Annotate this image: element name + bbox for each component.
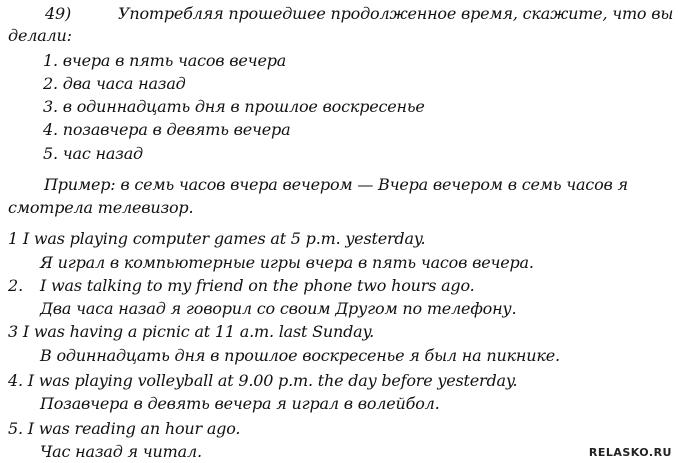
answer-english: 3 I was having a picnic at 11 a.m. last Sunday. bbox=[8, 322, 375, 341]
answer-russian: Я играл в компьютерные игры вчера в пять часов вечера. bbox=[40, 253, 534, 272]
list-item: 3. в одиннадцать дня в прошлое воскресенье bbox=[43, 97, 425, 116]
answer-russian: Два часа назад я говорил со своим Другом по телефону. bbox=[40, 299, 517, 318]
list-item: 4. позавчера в девять вечера bbox=[43, 120, 291, 139]
answer-english: 1 I was playing computer games at 5 p.m. yesterday. bbox=[8, 229, 426, 248]
list-item: 5. час назад bbox=[43, 144, 143, 163]
answer-russian: Позавчера в девять вечера я играл в волейбол. bbox=[40, 394, 440, 413]
list-item: 2. два часа назад bbox=[43, 74, 186, 93]
example-line-continued: смотрела телевизор. bbox=[8, 198, 194, 217]
task-instruction: Употребляя прошедшее продолженное время, скажите, что вы bbox=[118, 4, 674, 23]
answer-russian: Час назад я читал. bbox=[40, 442, 202, 461]
answer-english: 5. I was reading an hour ago. bbox=[8, 419, 241, 438]
example-line: Пример: в семь часов вчера вечером — Вчера вечером в семь часов я bbox=[44, 175, 628, 194]
answer-english: 4. I was playing volleyball at 9.00 p.m. the day before yesterday. bbox=[8, 371, 518, 390]
site-watermark: RELASKO.RU bbox=[588, 446, 672, 459]
answer-number: 2. bbox=[8, 276, 24, 295]
answer-english: I was talking to my friend on the phone two hours ago. bbox=[40, 276, 475, 295]
answer-russian: В одиннадцать дня в прошлое воскресенье я был на пикнике. bbox=[40, 346, 560, 365]
list-item: 1. вчера в пять часов вечера bbox=[43, 51, 287, 70]
task-instruction-continued: делали: bbox=[8, 26, 72, 45]
task-number: 49) bbox=[45, 4, 72, 23]
